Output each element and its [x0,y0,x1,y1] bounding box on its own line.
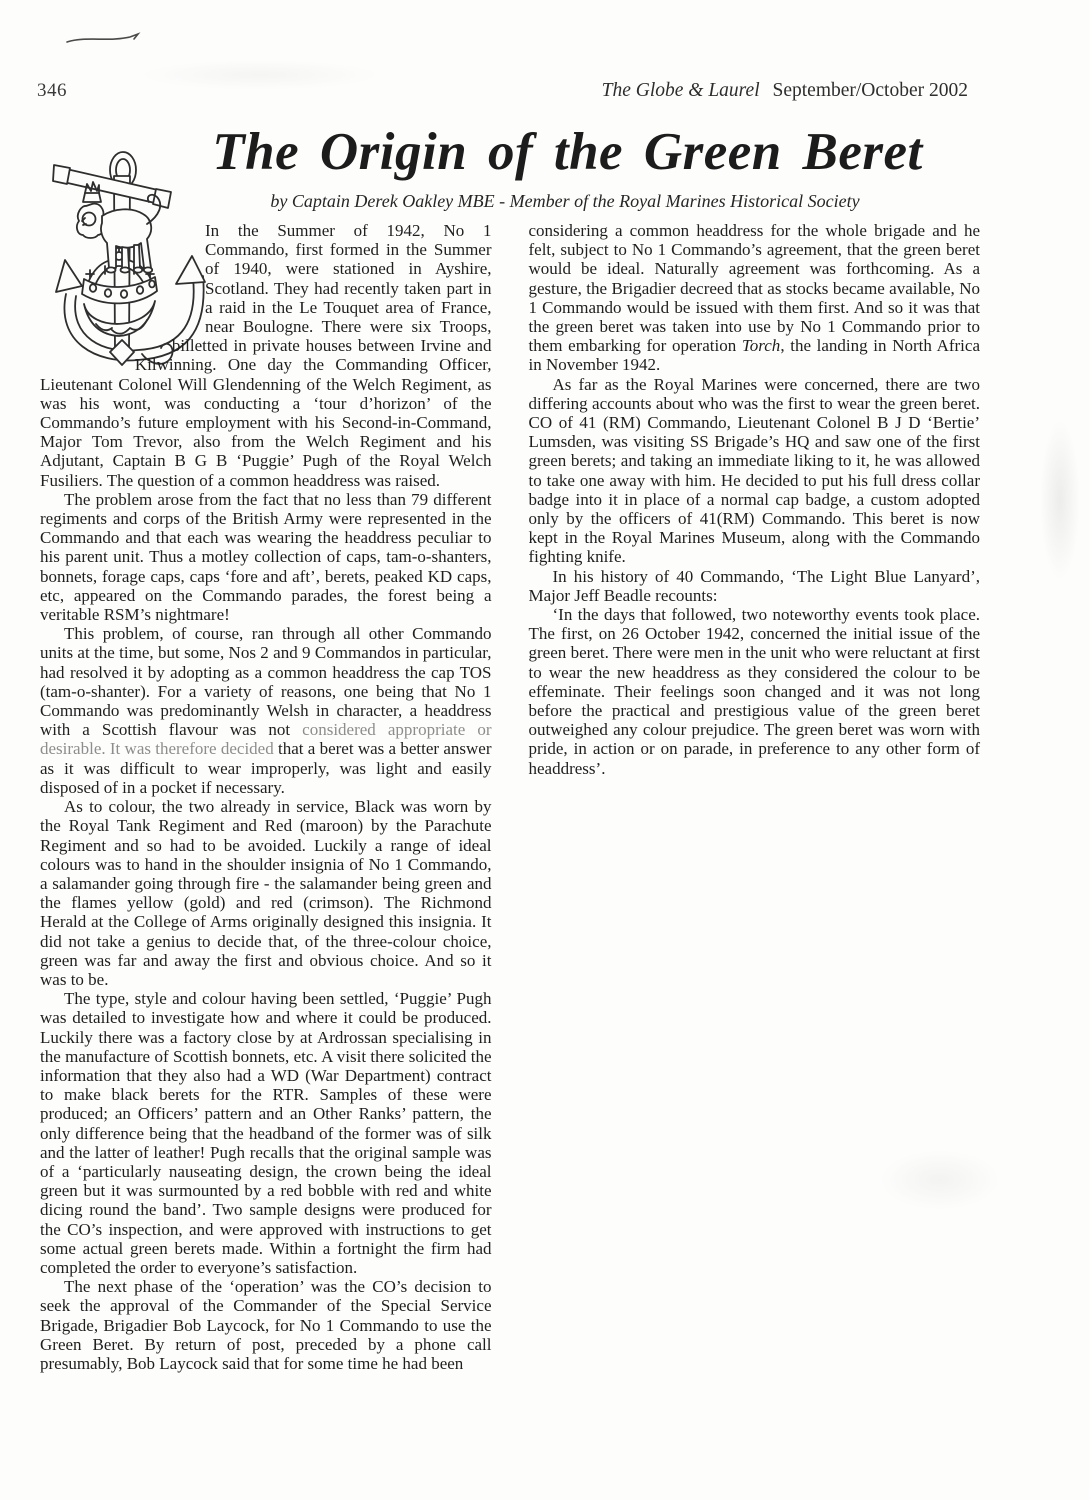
article-byline: by Captain Derek Oakley MBE - Member of the Royal Marines Historical Society [270,191,860,211]
paragraph-text: that a beret was a better answer as it was difficult to wear improperly, was light and easily disposed of in a pocket if necessary. [40,739,492,797]
journal-issue: September/October 2002 [772,80,968,101]
paragraph [40,624,492,797]
left-column [40,221,492,1373]
paragraph-text: This problem, of course, ran through all other Commando units at the time, but some, Nos 2 and 9 Commandos in particular, had resolved it by adopting as a common headdress the cap TOS (tam-o-shanter). For a variety of reasons, one being that No 1 Commando was predominantly Welsh in character, a headdress with a Scottish flavour was not [40,624,492,740]
article-body [40,221,980,1373]
scan-smudge [140,60,380,90]
faded-scan-text: considered appropriate or desirable. It was therefore decided [40,720,492,759]
paragraph: As far as the Royal Marines were concerned, there are two differing accounts about who was the first to wear the green beret. CO of 41 (RM) Commando, Lieutenant Colonel B J D ‘Bertie’ Lumsden, was visiting SS Brigade’s HQ and saw one of the first green berets; and taking an immediate liking to it, he was allowed to take one away with him. He decided to put his full dress collar badge into it in place of a normal cap badge, a custom adopted only by the officers of 41(RM) Commando. This beret is now kept in the Royal Marines Museum, along with the Commando fighting knife. [528,374,980,567]
pen-mark-squiggle [64,30,146,46]
paragraph: As to colour, the two already in service, Black was worn by the Royal Tank Regiment and Red (maroon) by the Parachute Regiment and so had to be avoided. Luckily a range of ideal colours was to hand in the shoulder insignia of No 1 Commando, a salamander going through fire - the salamander being green and the flames yellow (gold) and red (crimson). The Richmond Herald at the College of Arms originally designed this insignia. It did not take a genius to decide that, of the three-colour choice, green was far and away the first and obvious choice. And so it was to be. [40,797,492,989]
journal-header [602,80,968,102]
article-title: The Origin of the Green Beret [212,123,923,181]
paragraph: The problem arose from the fact that no less than 79 different regiments and corps of the British Army were represented in the Commando and that each was wearing the headdress peculiar to his parent unit. Thus a motley collection of caps, tam-o-shanters, bonnets, forage caps, caps ‘fore and aft’, berets, peaked KD caps, etc, appeared on the Commando parades, the forest being a veritable RSM’s nightmare! [40,489,492,625]
journal-title: The Globe & Laurel [601,80,760,101]
paragraph [529,221,981,375]
scan-smudge [1040,420,1080,580]
paragraph-text: , the landing in North Africa in November 1942. [528,336,980,375]
paragraph: The next phase of the ‘operation’ was the CO’s decision to seek the approval of the Commander of the Special Service Brigade, Brigadier Bob Laycock, for No 1 Commando to use the Green Beret. By return of post, preceded by a phone call presumably, Bob Laycock said that for some time he had been [40,1277,492,1373]
paragraph: The type, style and colour having been settled, ‘Puggie’ Pugh was detailed to investigate how and where it could be produced. Luckily there was a factory close by at Ardrossan specialising in the manufacture of Scottish bonnets, etc. A visit there solicited the information that they also had a WD (War Department) contract to make black berets for the RTR. Samples of these were produced; an Officers’ pattern and an Other Ranks’ pattern, the only difference being that the headband of the former was of silk and the latter of leather! Pugh recalls that the original sample was of a ‘particularly nauseating design, the crown being the ideal green but it was surmounted by a red bobble with red and white dicing round the band’. Two sample designs were produced for the CO’s inspection, and were approved with instructions to get some actual green berets made. Within a fortnight the firm had completed the order to everyone’s satisfaction. [40,989,492,1277]
operation-name-italic: Torch [741,336,781,356]
right-column [529,221,981,1373]
paragraph: ‘In the days that followed, two noteworthy events took place. The first, on 26 October 1942, concerned the initial issue of the green beret. There were men in the unit who were reluctant at first to wear the new headdress as they considered the colour to be effeminate. Their feelings soon changed and it was not long before the practical and prestigious value of the green beret outweighed any colour prejudice. The green beret was worn with pride, in action or on parade, in preference to any other form of headdress’. [528,605,980,778]
page-number: 346 [37,80,67,101]
paragraph-text: considering a common headdress for the whole brigade and he felt, subject to No 1 Commando’s agreement, that the green beret would be ideal. Naturally agreement was forthcoming. As a gesture, the Brigadier decreed that as stocks became available, No 1 Commando would be issued with them first. And so it was that the green beret was taken into use by No 1 Commando prior to them embarking for operation [528,221,980,356]
paragraph: In his history of 40 Commando, ‘The Light Blue Lanyard’, Major Jeff Beadle recounts: [528,566,980,605]
paragraph: In the Summer of 1942, No 1 Commando, first formed in the Summer of 1940, were stationed in Ayshire, Scotland. They had recently taken part in a raid in the Le Touquet area of France, near Boulogne. There were six Troops, billetted in private houses between Irvine and Kilwinning. One day the Commanding Officer, Lieutenant Colonel Will Glendenning of the Welch Regiment, as was his wont, was conducting a ‘tour d’horizon’ of the Commando’s future employment with his Second-in-Command, Major Tom Trevor, also from the Welch Regiment and his Adjutant, Captain B G B ‘Puggie’ Pugh of the Royal Welch Fusiliers. The question of a common headdress was raised. [40,221,492,490]
